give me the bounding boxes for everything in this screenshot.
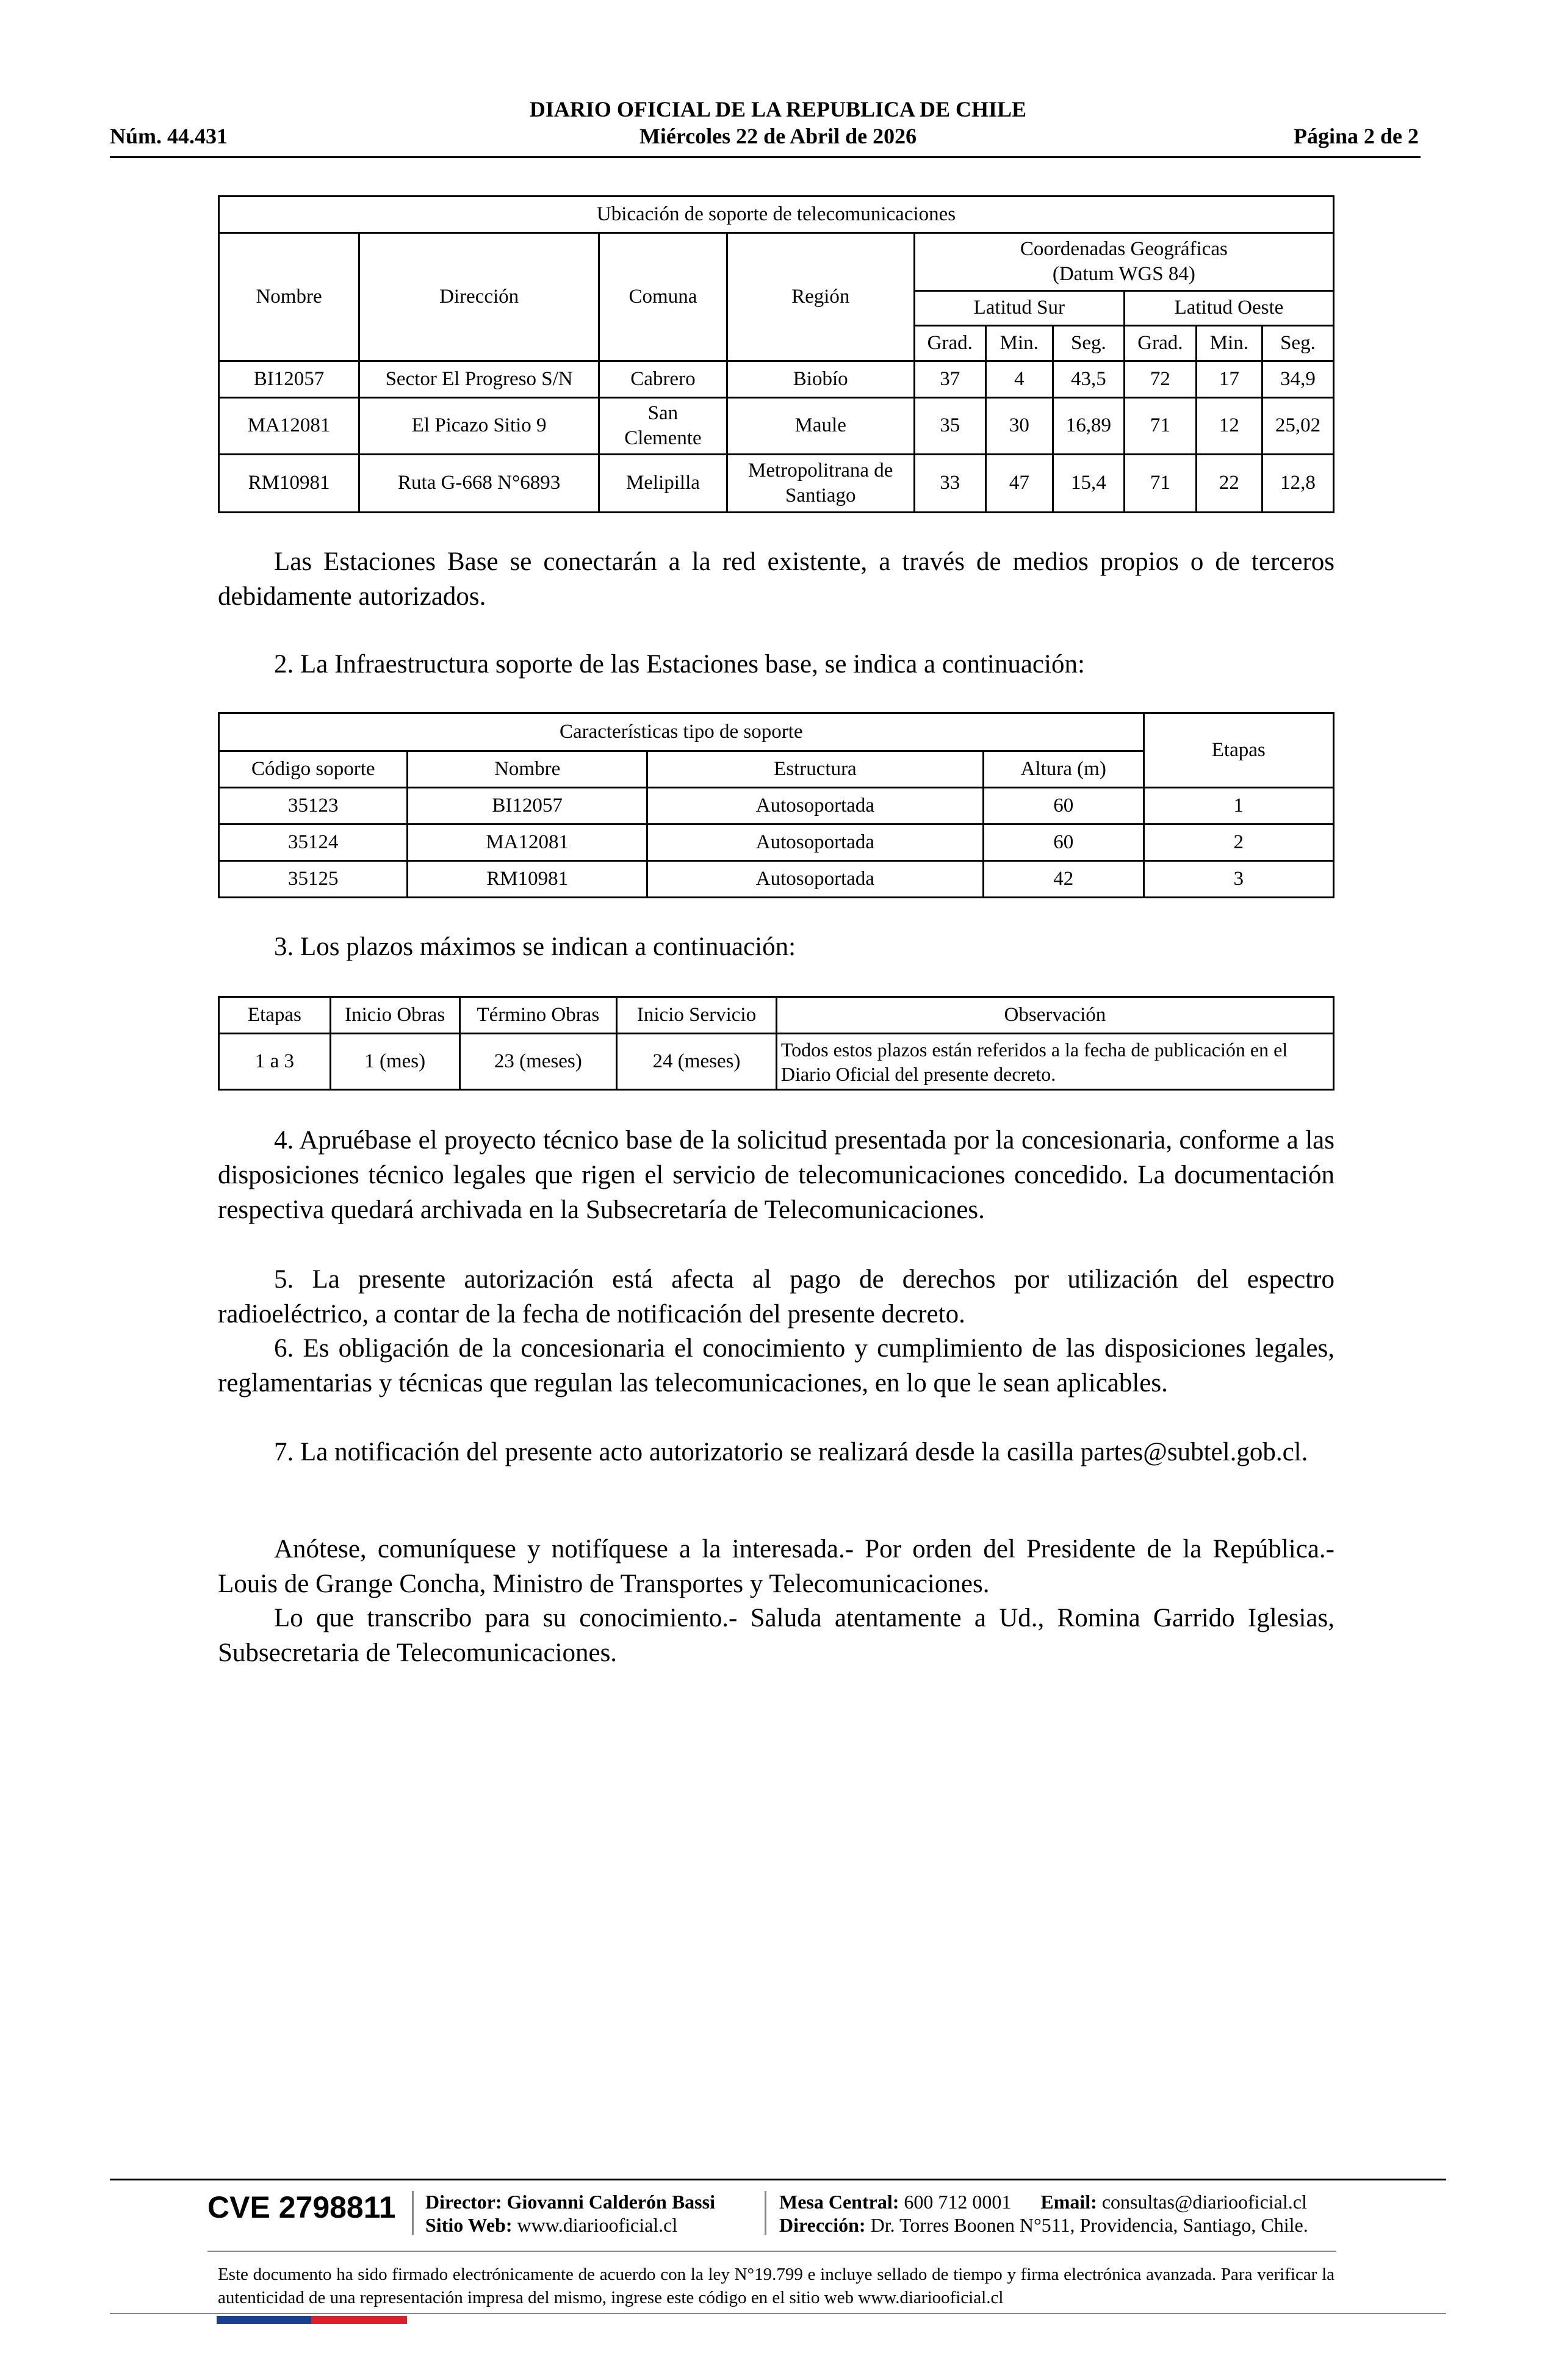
cell-estructura: Autosoportada: [647, 861, 983, 898]
cell-direccion: Ruta G-668 N°6893: [359, 455, 599, 513]
cell-lat-grad: 37: [914, 361, 985, 398]
issue-date: Miércoles 22 de Abril de 2026: [639, 124, 917, 148]
cell-nombre: RM10981: [408, 861, 647, 898]
header-latitud-sur: Latitud Sur: [914, 291, 1124, 326]
location-table: [218, 195, 1334, 513]
cell-region: Metropolitrana de Santiago: [727, 455, 914, 513]
location-table-caption: Ubicación de soporte de telecomunicaciones: [219, 197, 1334, 233]
address-label: Dirección:: [779, 2214, 866, 2236]
cell-comuna: San Clemente: [599, 398, 727, 455]
site-label: Sitio Web:: [425, 2214, 513, 2236]
header-rule: [110, 156, 1421, 158]
cell-estructura: Autosoportada: [647, 788, 983, 824]
header-direccion: Dirección: [359, 233, 599, 361]
header-region: Región: [727, 233, 914, 361]
footer-rule-top: [110, 2179, 1446, 2180]
cell-direccion: El Picazo Sitio 9: [359, 398, 599, 455]
header-observacion: Observación: [776, 997, 1333, 1034]
cell-etapas: 1: [1144, 788, 1333, 824]
cell-lon-seg: 34,9: [1262, 361, 1333, 398]
page-indicator: Página 2 de 2: [1293, 124, 1419, 148]
paragraph-4: 4. Apruébase el proyecto técnico base de la solicitud presentada por la concesionaria, conforme a las disposiciones técnico legales que rigen el servicio de telecomunicaciones concedido. La documentación respectiva quedará archivada en la Subsecretaría de Telecomunicaciones.: [218, 1126, 1334, 1224]
cell-lon-min: 22: [1196, 455, 1262, 513]
cell-nombre: RM10981: [219, 455, 359, 513]
header-coordinates: Coordenadas Geográficas (Datum WGS 84): [914, 233, 1333, 291]
header-termino-obras: Término Obras: [459, 997, 617, 1034]
cell-altura: 60: [983, 788, 1144, 824]
cell-lat-seg: 16,89: [1053, 398, 1124, 455]
deadlines-table: [218, 996, 1334, 1091]
cell-comuna: Cabrero: [599, 361, 727, 398]
newspaper-title: DIARIO OFICIAL DE LA REPUBLICA DE CHILE: [529, 97, 1027, 121]
paragraph-2: 2. La Infraestructura soporte de las Estaciones base, se indica a continuación:: [274, 650, 1085, 679]
email-link[interactable]: consultas@diariooficial.cl: [1101, 2191, 1307, 2213]
footer-legal-notice: Este documento ha sido firmado electrónicamente de acuerdo con la ley N°19.799 e incluye sellado de tiempo y firma electrónica avanzada. Para verificar la autenticidad de una representación impresa del mismo, ingrese este código en el sitio web www.diariooficial.cl: [218, 2265, 1334, 2307]
cell-codigo: 35124: [219, 824, 408, 861]
table-row: [219, 1034, 1334, 1090]
cell-region: Biobío: [727, 361, 914, 398]
cell-lon-min: 12: [1196, 398, 1262, 455]
cell-lon-grad: 72: [1124, 361, 1196, 398]
footer-separator: [765, 2191, 766, 2235]
paragraph-transcribo: Lo que transcribo para su conocimiento.- Saluda atentamente a Ud., Romina Garrido Iglesias, Subsecretaria de Telecomunicaciones.: [218, 1604, 1334, 1667]
flag-bar-blue: [217, 2316, 311, 2324]
cell-estructura: Autosoportada: [647, 824, 983, 861]
director-name: Giovanni Calderón Bassi: [506, 2191, 715, 2213]
cell-lat-min: 30: [985, 398, 1053, 455]
cell-lat-grad: 33: [914, 455, 985, 513]
flag-bar-red: [311, 2316, 407, 2324]
cell-comuna: Melipilla: [599, 455, 727, 513]
mesa-phone: 600 712 0001: [904, 2191, 1012, 2213]
header-estructura: Estructura: [647, 751, 983, 788]
header-etapas: Etapas: [219, 997, 331, 1034]
footer-rule-bottom: [110, 2313, 1446, 2314]
paragraph-3: 3. Los plazos máximos se indican a continuación:: [274, 932, 796, 961]
cell-region: Maule: [727, 398, 914, 455]
cell-lat-min: 4: [985, 361, 1053, 398]
header-etapas: Etapas: [1144, 713, 1333, 788]
email-label: Email:: [1040, 2191, 1097, 2213]
cell-lon-seg: 25,02: [1262, 398, 1333, 455]
cell-altura: 42: [983, 861, 1144, 898]
header-latitud-oeste: Latitud Oeste: [1124, 291, 1333, 326]
cell-etapas: 2: [1144, 824, 1333, 861]
cell-etapas: 3: [1144, 861, 1333, 898]
header-lat-seg: Seg.: [1053, 326, 1124, 361]
cell-altura: 60: [983, 824, 1144, 861]
cell-direccion: Sector El Progreso S/N: [359, 361, 599, 398]
header-nombre: Nombre: [408, 751, 647, 788]
cell-nombre: MA12081: [408, 824, 647, 861]
cell-etapas: 1 a 3: [219, 1034, 331, 1090]
footer-address: [779, 2214, 1308, 2237]
paragraph-6: 6. Es obligación de la concesionaria el conocimiento y cumplimiento de las disposiciones legales, reglamentarias y técnicas que regulan las telecomunicaciones, en lo que le sean aplicables.: [218, 1334, 1334, 1397]
cell-inicio-obras: 1 (mes): [330, 1034, 459, 1090]
table-row: [219, 788, 1334, 824]
cell-lon-seg: 12,8: [1262, 455, 1333, 513]
cell-codigo: 35123: [219, 788, 408, 824]
header-nombre: Nombre: [219, 233, 359, 361]
table-row: [219, 361, 1334, 398]
paragraph-connection: Las Estaciones Base se conectarán a la red existente, a través de medios propios o de terceros debidamente autorizados.: [218, 547, 1334, 611]
header-codigo: Código soporte: [219, 751, 408, 788]
footer-site: [425, 2214, 677, 2237]
cell-lon-grad: 71: [1124, 455, 1196, 513]
paragraph-7: 7. La notificación del presente acto autorizatorio se realizará desde la casilla partes@subtel.gob.cl.: [274, 1438, 1308, 1466]
director-label: Director:: [425, 2191, 502, 2213]
cell-lat-grad: 35: [914, 398, 985, 455]
table-row: [219, 398, 1334, 455]
footer-director: [425, 2191, 715, 2213]
footer-separator: [412, 2191, 414, 2235]
paragraph-anotese: Anótese, comuníquese y notifíquese a la interesada.- Por orden del Presidente de la República.- Louis de Grange Concha, Ministro de Transportes y Telecomunicaciones.: [218, 1535, 1334, 1598]
cell-nombre: BI12057: [219, 361, 359, 398]
header-lat-grad: Grad.: [914, 326, 985, 361]
footer-contact: [779, 2191, 1307, 2213]
cell-inicio-servicio: 24 (meses): [617, 1034, 777, 1090]
cell-observacion: Todos estos plazos están referidos a la fecha de publicación en el Diario Oficial del presente decreto.: [776, 1034, 1333, 1090]
footer-rule-mid: [207, 2251, 1336, 2252]
cell-lon-grad: 71: [1124, 398, 1196, 455]
header-lon-grad: Grad.: [1124, 326, 1196, 361]
cve-code: CVE 2798811: [207, 2190, 396, 2224]
support-table-caption: Características tipo de soporte: [219, 713, 1144, 751]
site-link[interactable]: www.diariooficial.cl: [517, 2214, 678, 2236]
header-lon-seg: Seg.: [1262, 326, 1333, 361]
cell-nombre: BI12057: [408, 788, 647, 824]
support-table: [218, 712, 1334, 898]
cell-lat-seg: 15,4: [1053, 455, 1124, 513]
cell-lat-min: 47: [985, 455, 1053, 513]
cell-nombre: MA12081: [219, 398, 359, 455]
header-inicio-obras: Inicio Obras: [330, 997, 459, 1034]
table-row: [219, 861, 1334, 898]
paragraph-5: 5. La presente autorización está afecta al pago de derechos por utilización del espectro radioeléctrico, a contar de la fecha de notificación del presente decreto.: [218, 1265, 1334, 1329]
header-inicio-servicio: Inicio Servicio: [617, 997, 777, 1034]
cell-lat-seg: 43,5: [1053, 361, 1124, 398]
cell-lon-min: 17: [1196, 361, 1262, 398]
header-comuna: Comuna: [599, 233, 727, 361]
cell-codigo: 35125: [219, 861, 408, 898]
header-lon-min: Min.: [1196, 326, 1262, 361]
table-row: [219, 455, 1334, 513]
cell-termino-obras: 23 (meses): [459, 1034, 617, 1090]
mesa-label: Mesa Central:: [779, 2191, 899, 2213]
table-row: [219, 824, 1334, 861]
issue-number: Núm. 44.431: [110, 124, 228, 148]
header-altura: Altura (m): [983, 751, 1144, 788]
address-text: Dr. Torres Boonen N°511, Providencia, Santiago, Chile.: [870, 2214, 1308, 2236]
header-lat-min: Min.: [985, 326, 1053, 361]
